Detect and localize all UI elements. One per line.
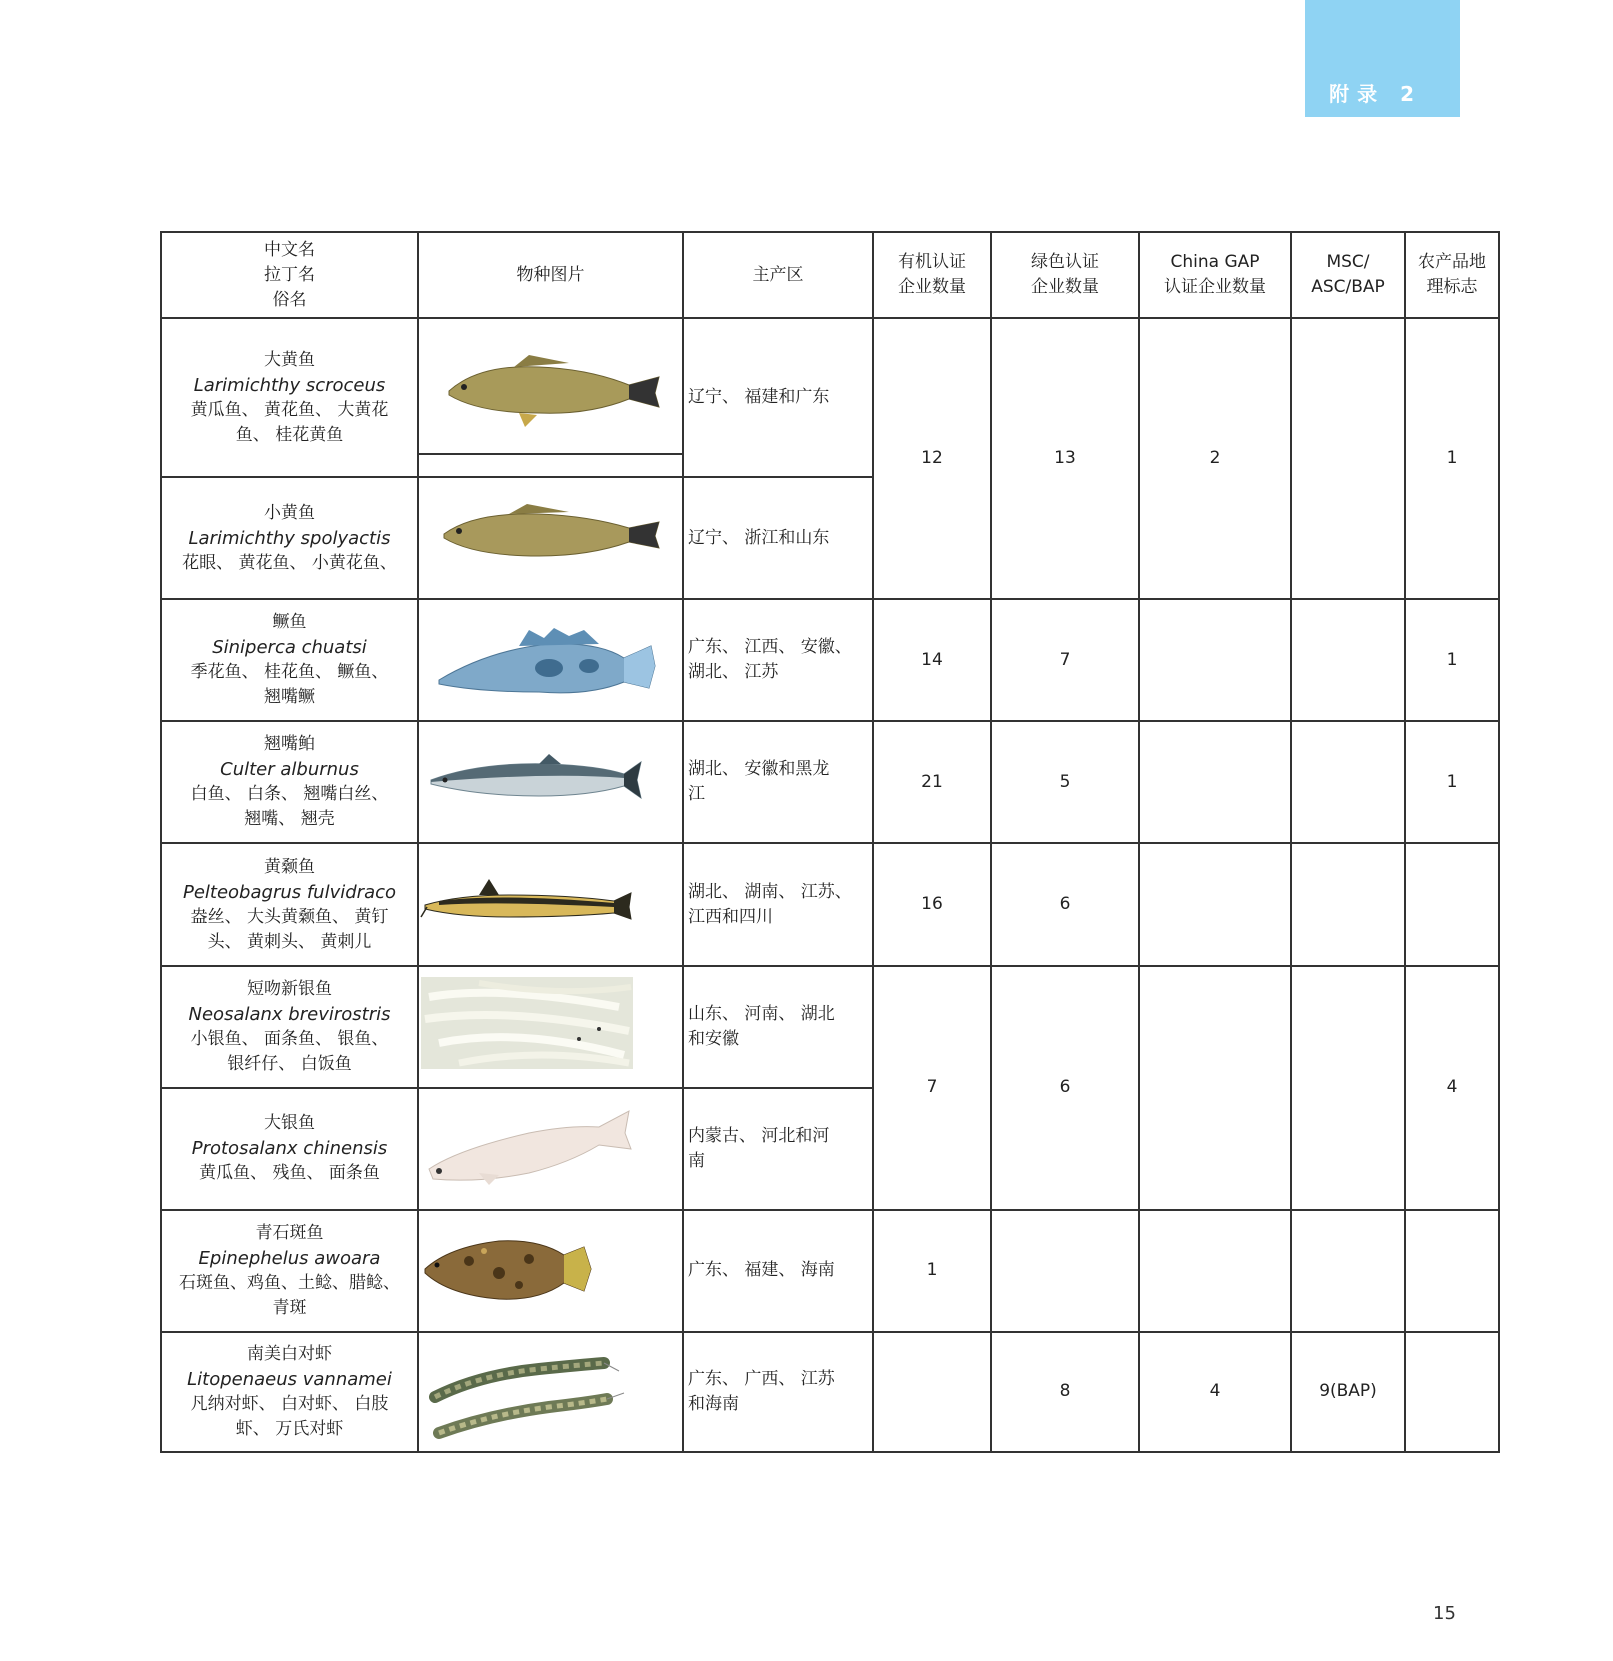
table-row — [161, 721, 1499, 843]
region-cell: 广东、 江西、 安徽、 湖北、 江苏 — [683, 599, 873, 721]
species-image-cell — [418, 599, 683, 721]
geo-count: 4 — [1405, 966, 1499, 1210]
icefish-icon — [419, 967, 683, 1087]
header-china-gap: China GAP 认证企业数量 — [1139, 232, 1291, 318]
header-msc: MSC/ ASC/BAP — [1291, 232, 1405, 318]
appendix-tab-label: 附录 2 — [1329, 82, 1422, 106]
green-count: 5 — [991, 721, 1139, 843]
species-image-cell — [418, 721, 683, 843]
msc-count: 9(BAP) — [1291, 1332, 1405, 1452]
topmouth-culter-icon — [419, 722, 683, 842]
header-name: 中文名 拉丁名 俗名 — [161, 232, 418, 318]
table-row — [161, 318, 1499, 477]
table-row — [161, 1210, 1499, 1332]
green-count: 7 — [991, 599, 1139, 721]
msc-count — [1291, 1210, 1405, 1332]
msc-count — [1291, 599, 1405, 721]
geo-count: 1 — [1405, 599, 1499, 721]
organic-count: 12 — [873, 318, 991, 599]
species-name-cell: 小黄鱼 Larimichthy spolyactis 花眼、 黄花鱼、 小黄花鱼、 — [161, 477, 418, 599]
region-cell: 山东、 河南、 湖北 和安徽 — [683, 966, 873, 1088]
whiteleg-shrimp-icon — [419, 1333, 683, 1451]
page-number: 15 — [1433, 1603, 1456, 1624]
header-geo: 农产品地 理标志 — [1405, 232, 1499, 318]
small-yellow-croaker-icon — [419, 478, 683, 598]
table-row — [161, 1332, 1499, 1452]
species-name-cell: 南美白对虾 Litopenaeus vannamei 凡纳对虾、 白对虾、 白肢 虾、 万氏对虾 — [161, 1332, 418, 1452]
gap-count: 4 — [1139, 1332, 1291, 1452]
species-name-cell: 翘嘴鲌 Culter alburnus 白鱼、 白条、 翘嘴白丝、 翘嘴、 翘壳 — [161, 721, 418, 843]
species-name-cell: 大黄鱼 Larimichthy scroceus 黄瓜鱼、 黄花鱼、 大黄花 鱼、 桂花黄鱼 — [161, 318, 418, 477]
species-image-cell — [418, 477, 683, 599]
geo-count: 1 — [1405, 721, 1499, 843]
region-cell: 湖北、 安徽和黑龙 江 — [683, 721, 873, 843]
large-yellow-croaker-icon — [419, 319, 683, 476]
green-count — [991, 1210, 1139, 1332]
organic-count: 21 — [873, 721, 991, 843]
header-organic: 有机认证 企业数量 — [873, 232, 991, 318]
species-name-cell: 青石斑鱼 Epinephelus awoara 石斑鱼、鸡鱼、土鲶、腊鲶、 青斑 — [161, 1210, 418, 1332]
appendix-tab — [1305, 0, 1460, 117]
species-image-cell — [418, 843, 683, 965]
table-row — [161, 966, 1499, 1088]
geo-count — [1405, 843, 1499, 965]
green-count: 8 — [991, 1332, 1139, 1452]
gap-count — [1139, 599, 1291, 721]
species-name-cell: 鳜鱼 Siniperca chuatsi 季花鱼、 桂花鱼、 鳜鱼、 翘嘴鳜 — [161, 599, 418, 721]
region-cell: 广东、 广西、 江苏 和海南 — [683, 1332, 873, 1452]
gap-count — [1139, 966, 1291, 1210]
header-image: 物种图片 — [418, 232, 683, 318]
gap-count — [1139, 843, 1291, 965]
table-header-row — [161, 232, 1499, 318]
region-cell: 辽宁、 福建和广东 — [683, 318, 873, 477]
region-cell: 广东、 福建、 海南 — [683, 1210, 873, 1332]
organic-count: 7 — [873, 966, 991, 1210]
msc-count — [1291, 721, 1405, 843]
species-name-cell: 大银鱼 Protosalanx chinensis 黄瓜鱼、 残鱼、 面条鱼 — [161, 1088, 418, 1210]
species-image-cell — [418, 318, 683, 477]
geo-count — [1405, 1332, 1499, 1452]
species-image-cell — [418, 1210, 683, 1332]
green-count: 6 — [991, 966, 1139, 1210]
table-row — [161, 843, 1499, 965]
organic-count: 1 — [873, 1210, 991, 1332]
species-table — [160, 231, 1500, 1453]
gap-count: 2 — [1139, 318, 1291, 599]
header-region: 主产区 — [683, 232, 873, 318]
gap-count — [1139, 1210, 1291, 1332]
species-name-cell: 黄颡鱼 Pelteobagrus fulvidraco 盎丝、 大头黄颡鱼、 黄钉 头、 黄刺头、 黄刺儿 — [161, 843, 418, 965]
large-icefish-icon — [419, 1089, 683, 1209]
region-cell: 内蒙古、 河北和河 南 — [683, 1088, 873, 1210]
species-image-cell — [418, 1088, 683, 1210]
geo-count: 1 — [1405, 318, 1499, 599]
green-count: 13 — [991, 318, 1139, 599]
yellow-catfish-icon — [419, 845, 683, 965]
header-green: 绿色认证 企业数量 — [991, 232, 1139, 318]
green-count: 6 — [991, 843, 1139, 965]
msc-count — [1291, 966, 1405, 1210]
gap-count — [1139, 721, 1291, 843]
organic-count — [873, 1332, 991, 1452]
geo-count — [1405, 1210, 1499, 1332]
table-row — [161, 599, 1499, 721]
grouper-icon — [419, 1211, 683, 1331]
msc-count — [1291, 318, 1405, 599]
species-image-cell — [418, 1332, 683, 1452]
organic-count: 16 — [873, 843, 991, 965]
region-cell: 湖北、 湖南、 江苏、 江西和四川 — [683, 843, 873, 965]
mandarin-fish-icon — [419, 600, 683, 720]
region-cell: 辽宁、 浙江和山东 — [683, 477, 873, 599]
msc-count — [1291, 843, 1405, 965]
species-name-cell: 短吻新银鱼 Neosalanx brevirostris 小银鱼、 面条鱼、 银鱼、 银纤仔、 白饭鱼 — [161, 966, 418, 1088]
species-image-cell — [418, 966, 683, 1088]
organic-count: 14 — [873, 599, 991, 721]
